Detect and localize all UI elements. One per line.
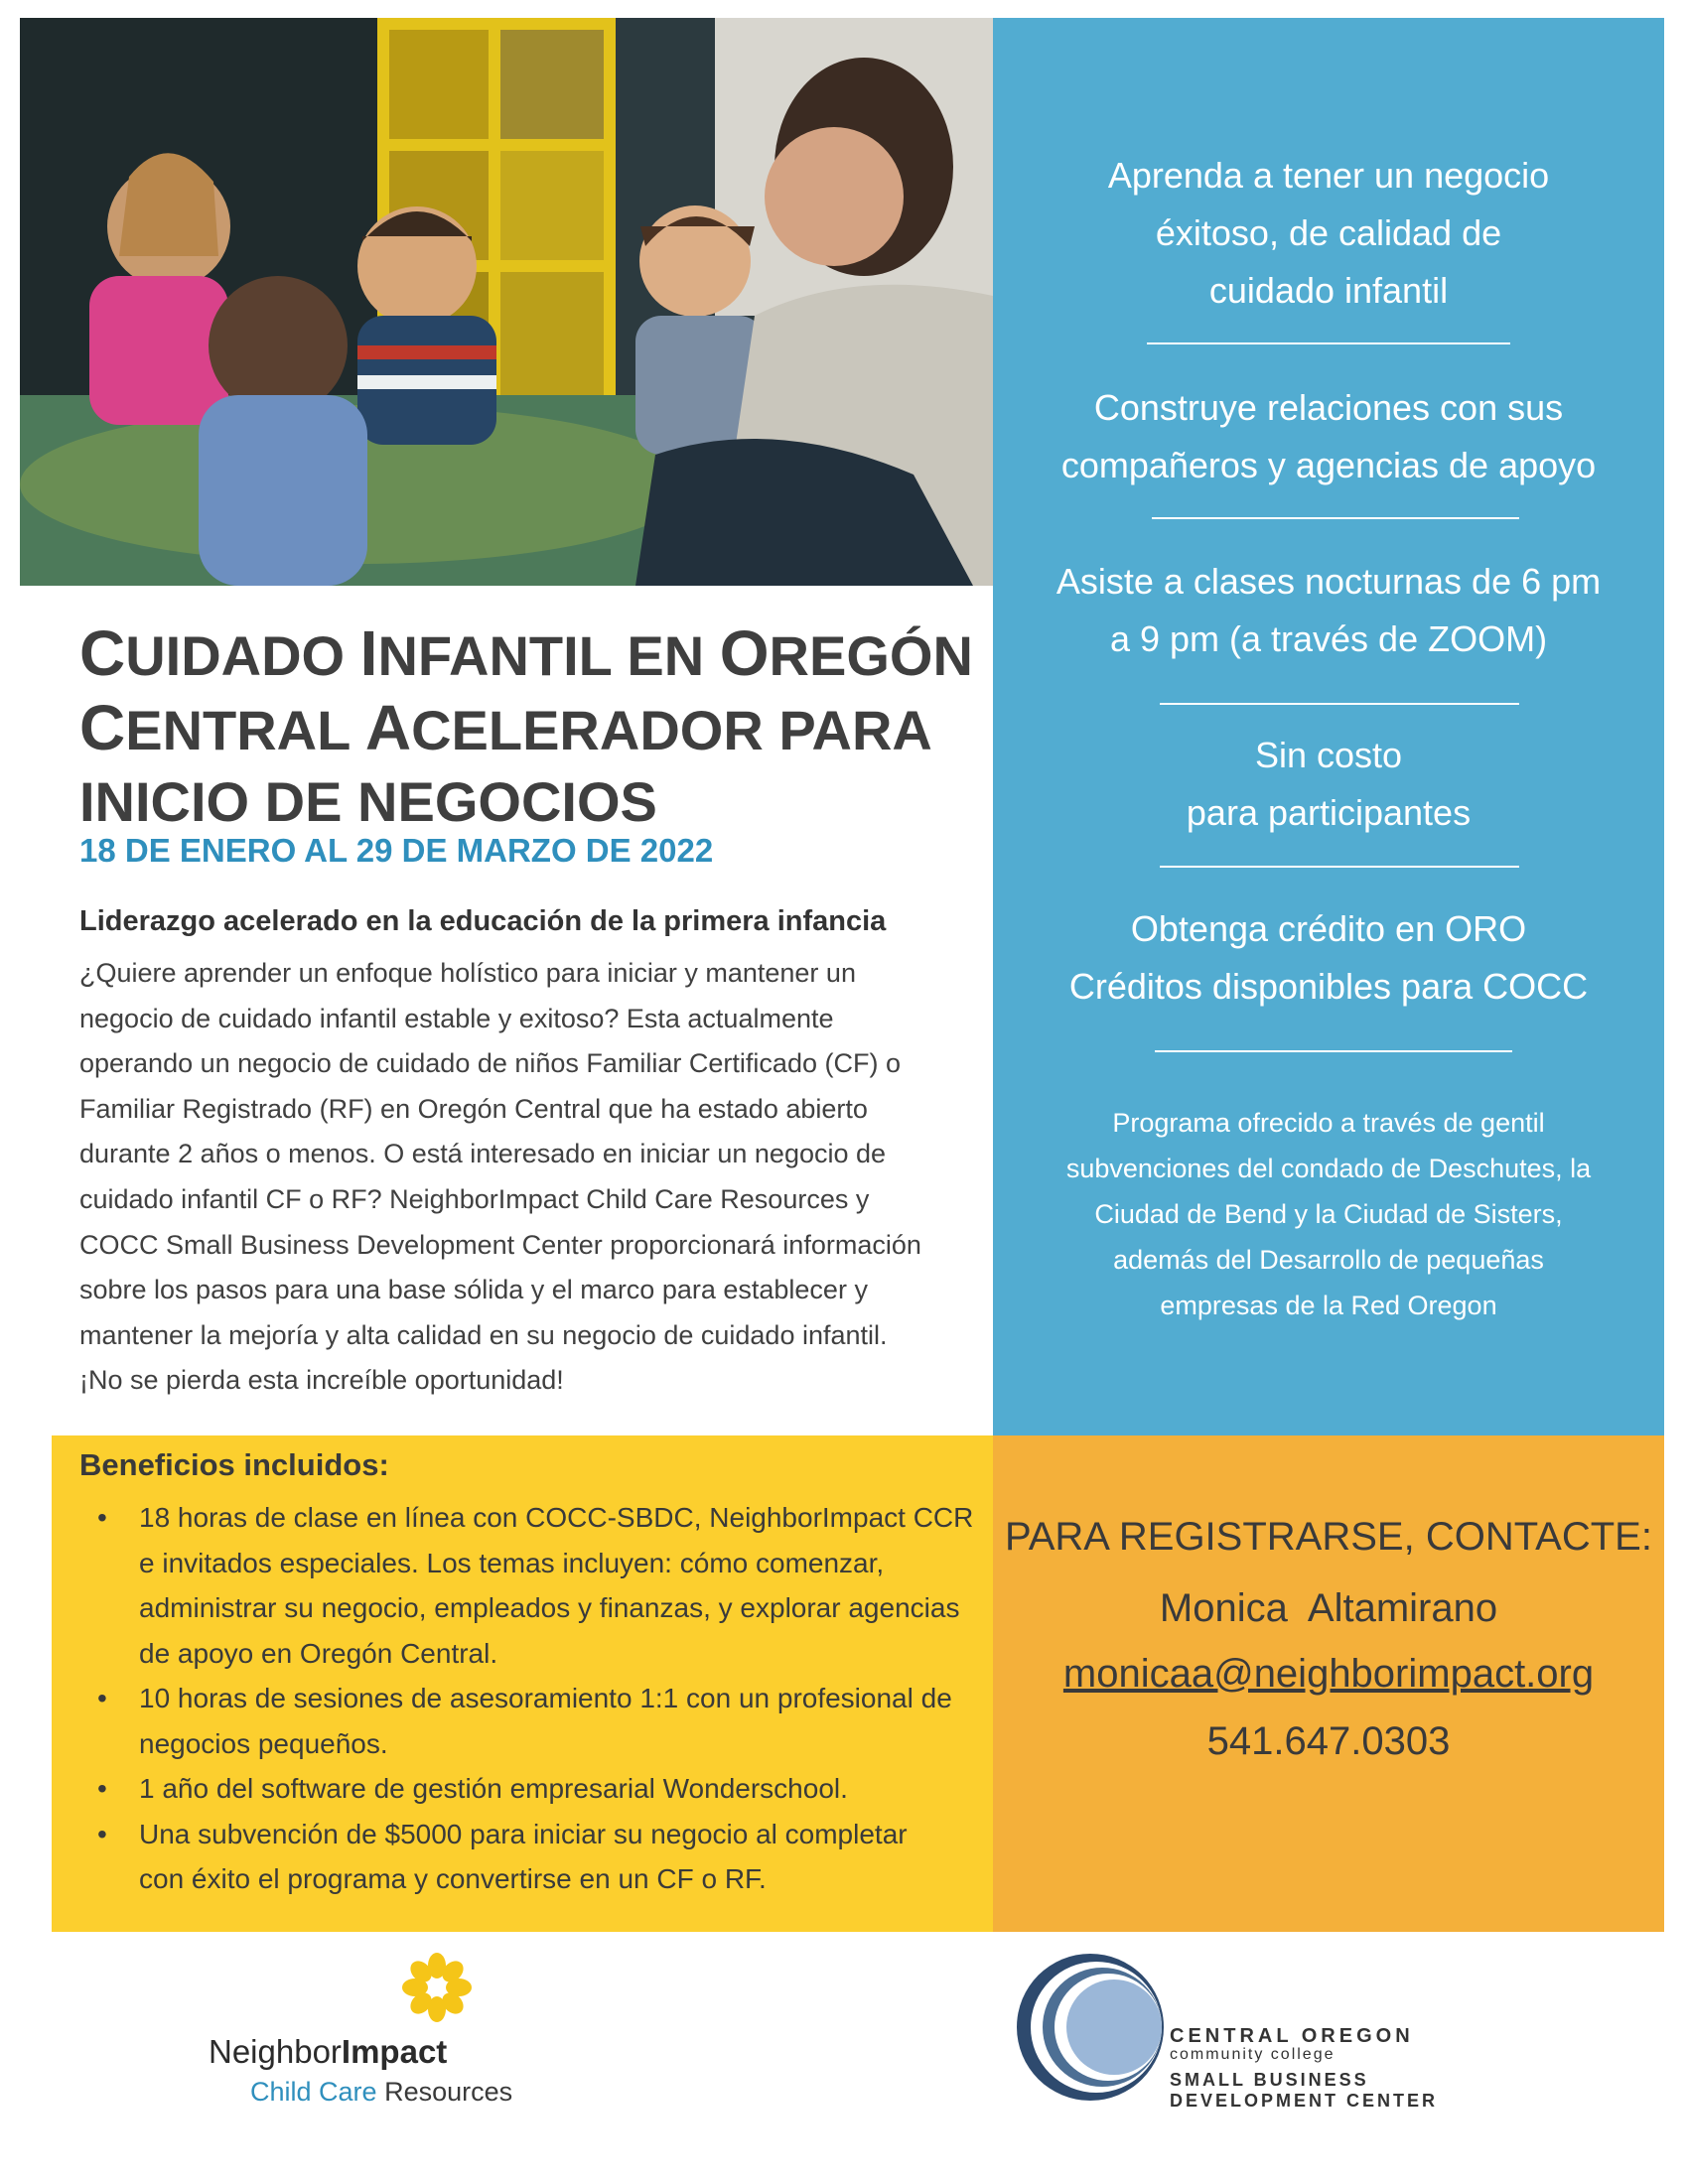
list-item: • 1 año del software de gestión empresarial Wonderschool. [97,1766,991,1812]
register-panel [993,1435,1664,1932]
divider [1160,866,1519,868]
features-panel [993,18,1664,1435]
contact-phone: 541.647.0303 [1206,1719,1451,1763]
benefits-panel [52,1435,993,1932]
feature-classes: Asiste a clases nocturnas de 6 pm a 9 pm (a través de ZOOM) [1055,561,1602,659]
neighborimpact-subtitle: Child Care Resources [250,2077,513,2107]
cocc-wordmark: CENTRAL OREGON community college SMALL BUSINESS DEVELOPMENT CENTER [1170,2025,1439,2111]
register-heading: PARA REGISTRARSE, CONTACTE: [1005,1515,1652,1559]
divider [1152,517,1519,519]
divider [1155,1050,1512,1052]
flower-icon [199,1950,526,2029]
program-dates: 18 DE ENERO AL 29 DE MARZO DE 2022 [79,832,714,869]
list-item: • 18 horas de clase en línea con COCC-SBDC, NeighborImpact CCR e invitados especiales. Los temas incluyen: cómo comenzar, administrar su negocio, empleados y finanzas, y explorar agencias de apoyo en Oregón Central. [97,1495,991,1676]
list-item: • Una subvención de $5000 para iniciar su negocio al completar con éxito el programa y convertirse en un CF o RF. [97,1812,991,1902]
hero-photo [20,18,993,586]
cocc-circle-icon [1013,1948,1172,2107]
description: ¿Quiere aprender un enfoque holístico para iniciar y mantener un negocio de cuidado infantil estable y exitoso? Esta actualmente operando un negocio de cuidado de niños Familiar Certificado (CF) o Familiar Registrado (RF) en Oregón Central que ha estado abierto durante 2 años o menos. O está interesado en iniciar un negocio de cuidado infantil CF o RF? NeighborImpact Child Care Resources y COCC Small Business Development Center proporcionará información sobre los pasos para una base sólida y el marco para establecer y mantener la mejoría y alta calidad en su negocio de cuidado infantil. ¡No se pierda esta increíble oportunidad! [79,958,921,1396]
page-title: CUIDADO INFANTIL EN OREGÓN CENTRAL ACELERADOR PARA INICIO DE NEGOCIOS [79,617,973,833]
benefits-list [97,1495,991,1902]
lead-heading: Liderazgo acelerado en la educación de la primera infancia [79,905,887,937]
feature-relationships: Construye relaciones con sus compañeros y agencias de apoyo [1060,387,1597,485]
funding-note: Programa ofrecido a través de gentil subvenciones del condado de Deschutes, la Ciudad de Bend y la Ciudad de Sisters, además del Desarrollo de pequeñas empresas de la Red Oregon [1065,1108,1592,1320]
feature-credit: Obtenga crédito en ORO Créditos disponibles para COCC [1068,908,1589,1007]
list-item: • 10 horas de sesiones de asesoramiento 1:1 con un profesional de negocios pequeños. [97,1676,991,1766]
benefits-heading: Beneficios incluidos: [79,1447,389,1482]
feature-business: Aprenda a tener un negocio éxitoso, de calidad de cuidado infantil [1107,155,1550,311]
divider [1147,342,1510,344]
feature-cost: Sin costo para participantes [1186,735,1472,833]
divider [1160,703,1519,705]
contact-name: Monica Altamirano [1159,1586,1498,1630]
cocc-logo [1013,1948,1172,2107]
neighborimpact-name: NeighborImpact [209,2033,448,2070]
contact-email-link[interactable]: monicaa@neighborimpact.org [1062,1652,1595,1696]
